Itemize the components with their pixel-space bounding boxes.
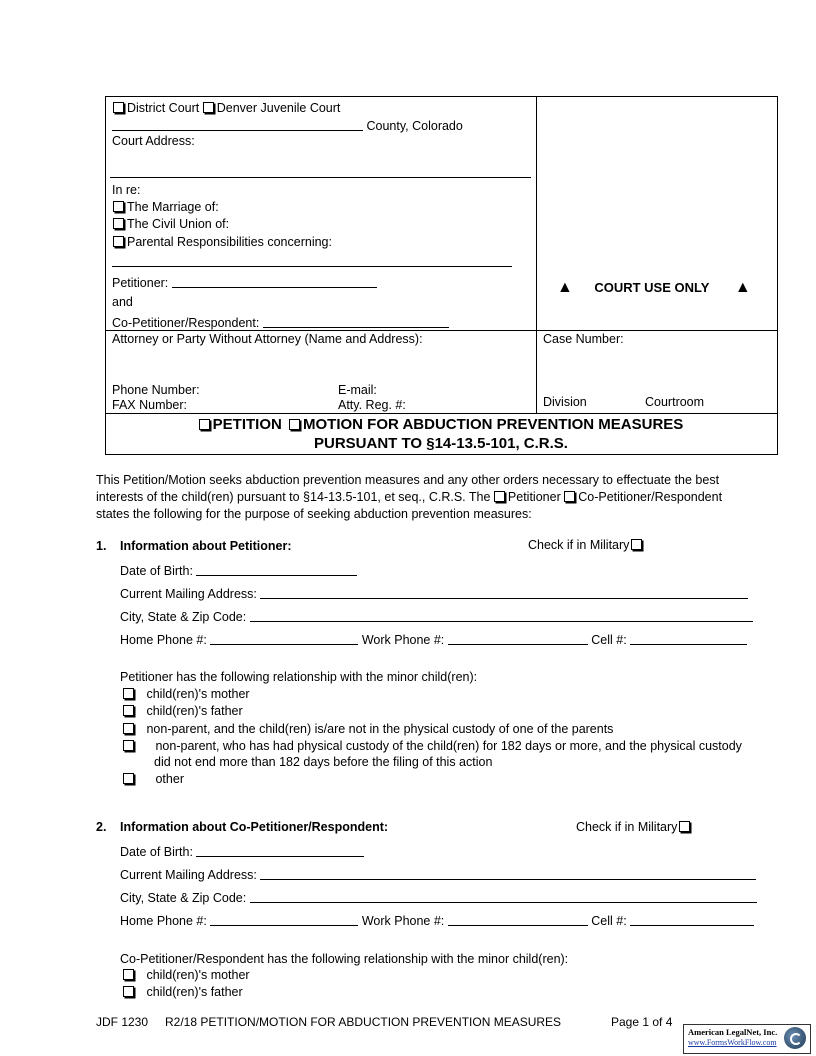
section1-dob bbox=[120, 563, 357, 578]
in-re-label: In re: bbox=[112, 183, 141, 197]
petitioner-line bbox=[112, 275, 377, 290]
s2-father-label: child(ren)'s father bbox=[146, 985, 243, 999]
intro-co-petitioner-checkbox[interactable] bbox=[564, 491, 575, 502]
s1-mother-label: child(ren)'s mother bbox=[146, 687, 250, 701]
section2-phones bbox=[120, 913, 754, 928]
section1-military bbox=[528, 538, 645, 552]
s2-father-checkbox[interactable] bbox=[123, 986, 134, 997]
section1-heading: Information about Petitioner: bbox=[120, 539, 292, 553]
section1-option-other bbox=[123, 772, 184, 786]
s1-nonparent-checkbox[interactable] bbox=[123, 723, 134, 734]
party-names-blank[interactable] bbox=[112, 266, 512, 267]
court-address-blank[interactable] bbox=[110, 177, 531, 178]
section2-military bbox=[576, 820, 693, 834]
intro-line-2-text: interests of the child(ren) pursuant to §14-13.5-101, et seq., C.R.S. The bbox=[96, 490, 491, 504]
footer-page-number: Page 1 of 4 bbox=[611, 1015, 673, 1029]
section1-city-input[interactable] bbox=[250, 609, 753, 622]
atty-reg-label: Atty. Reg. #: bbox=[338, 398, 406, 412]
intro-petitioner-checkbox[interactable] bbox=[494, 491, 505, 502]
intro-line-3: states the following for the purpose of seeking abduction prevention measures: bbox=[96, 507, 532, 521]
petitioner-label: Petitioner: bbox=[112, 276, 169, 290]
section2-home-phone-input[interactable] bbox=[210, 913, 358, 926]
section1-address-label: Current Mailing Address: bbox=[120, 587, 257, 601]
case-type-parental bbox=[113, 235, 332, 249]
parental-label: Parental Responsibilities concerning: bbox=[127, 235, 332, 249]
county-line bbox=[112, 118, 463, 133]
section1-address-input[interactable] bbox=[260, 586, 748, 599]
s1-mother-checkbox[interactable] bbox=[123, 688, 134, 699]
section2-city-label: City, State & Zip Code: bbox=[120, 891, 247, 905]
court-address-label: Court Address: bbox=[112, 134, 195, 148]
s2-mother-checkbox[interactable] bbox=[123, 969, 134, 980]
section2-military-checkbox[interactable] bbox=[679, 821, 690, 832]
section2-work-phone-label: Work Phone #: bbox=[361, 914, 445, 928]
district-court-checkbox[interactable] bbox=[113, 102, 124, 113]
triangle-up-icon: ▲ bbox=[557, 279, 573, 296]
fax-label: FAX Number: bbox=[112, 398, 188, 412]
county-blank[interactable] bbox=[112, 118, 363, 131]
intro-line-1: This Petition/Motion seeks abduction prevention measures and any other orders necessary to effectuate the best bbox=[96, 473, 720, 487]
section2-cell-input[interactable] bbox=[630, 913, 754, 926]
section2-city bbox=[120, 890, 757, 905]
section2-dob-input[interactable] bbox=[196, 844, 364, 857]
denver-juvenile-checkbox[interactable] bbox=[203, 102, 214, 113]
section1-city-label: City, State & Zip Code: bbox=[120, 610, 247, 624]
section2-home-phone-label: Home Phone #: bbox=[120, 914, 207, 928]
section2-cell-label: Cell #: bbox=[591, 914, 627, 928]
document-title bbox=[105, 416, 777, 433]
attorney-label: Attorney or Party Without Attorney (Name and Address): bbox=[112, 332, 423, 346]
logo-seal-icon bbox=[784, 1027, 806, 1049]
section2-number: 2. bbox=[96, 820, 107, 834]
county-label: County, Colorado bbox=[366, 119, 463, 133]
s1-nonparent-label: non-parent, and the child(ren) is/are not in the physical custody of one of the parents bbox=[146, 722, 614, 736]
marriage-checkbox[interactable] bbox=[113, 201, 124, 212]
intro-line-2 bbox=[96, 490, 722, 504]
triangle-up-icon: ▲ bbox=[734, 279, 751, 296]
caption-title-divider bbox=[105, 413, 777, 414]
section2-work-phone-input[interactable] bbox=[448, 913, 588, 926]
court-options bbox=[113, 101, 340, 115]
section1-home-phone-label: Home Phone #: bbox=[120, 633, 207, 647]
section1-cell-input[interactable] bbox=[630, 632, 747, 645]
section2-heading: Information about Co-Petitioner/Respondent: bbox=[120, 820, 389, 834]
section2-dob bbox=[120, 844, 364, 859]
s1-father-label: child(ren)'s father bbox=[146, 704, 243, 718]
section1-work-phone-label: Work Phone #: bbox=[361, 633, 445, 647]
petition-checkbox[interactable] bbox=[199, 419, 210, 430]
section1-military-label: Check if in Military bbox=[528, 538, 630, 552]
civil-union-label: The Civil Union of: bbox=[127, 217, 230, 231]
section1-relationship-label: Petitioner has the following relationship with the minor child(ren): bbox=[120, 670, 478, 684]
s1-nonparent-custody-checkbox[interactable] bbox=[123, 740, 134, 751]
email-label: E-mail: bbox=[338, 383, 377, 397]
caption-divider bbox=[536, 96, 537, 413]
logo-url-link[interactable]: www.FormsWorkFlow.com bbox=[688, 1038, 777, 1047]
section1-option-nonparent bbox=[123, 722, 613, 736]
section2-dob-label: Date of Birth: bbox=[120, 845, 193, 859]
section2-relationship-label: Co-Petitioner/Respondent has the following relationship with the minor child(ren): bbox=[120, 952, 569, 966]
section1-dob-input[interactable] bbox=[196, 563, 357, 576]
section2-military-label: Check if in Military bbox=[576, 820, 678, 834]
section1-city bbox=[120, 609, 753, 624]
section2-address-input[interactable] bbox=[260, 867, 756, 880]
section1-option-mother bbox=[123, 687, 250, 701]
document-subtitle: PURSUANT TO §14-13.5-101, C.R.S. bbox=[314, 435, 568, 452]
courtroom-label: Courtroom bbox=[645, 395, 705, 409]
section2-address bbox=[120, 867, 756, 882]
and-label: and bbox=[112, 295, 133, 309]
intro-petitioner-label: Petitioner bbox=[507, 490, 561, 504]
section2-city-input[interactable] bbox=[250, 890, 757, 903]
case-type-marriage bbox=[113, 200, 219, 214]
s1-nonparent-custody-label: non-parent, who has had physical custody of the child(ren) for 182 days or more, and the physical custody bbox=[155, 739, 742, 753]
s1-other-label: other bbox=[155, 772, 184, 786]
court-use-only bbox=[557, 279, 751, 297]
petition-option-label: PETITION bbox=[212, 416, 282, 433]
section2-address-label: Current Mailing Address: bbox=[120, 868, 257, 882]
section1-military-checkbox[interactable] bbox=[631, 539, 642, 550]
section1-home-phone-input[interactable] bbox=[210, 632, 358, 645]
civil-union-checkbox[interactable] bbox=[113, 218, 124, 229]
division-label: Division bbox=[543, 395, 587, 409]
co-petitioner-label: Co-Petitioner/Respondent: bbox=[112, 316, 260, 330]
petitioner-blank[interactable] bbox=[172, 275, 377, 288]
logo-company-name: American LegalNet, Inc. bbox=[688, 1027, 778, 1037]
section2-option-mother bbox=[123, 968, 250, 982]
s2-mother-label: child(ren)'s mother bbox=[146, 968, 250, 982]
section1-phones bbox=[120, 632, 747, 647]
s1-father-checkbox[interactable] bbox=[123, 705, 134, 716]
section1-work-phone-input[interactable] bbox=[448, 632, 588, 645]
caption-row-divider bbox=[105, 330, 777, 331]
s1-other-checkbox[interactable] bbox=[123, 773, 134, 784]
section1-number: 1. bbox=[96, 539, 107, 553]
s1-nonparent-custody-cont: did not end more than 182 days before the filing of this action bbox=[154, 755, 493, 769]
section1-option-nonparent-custody bbox=[123, 739, 742, 753]
parental-checkbox[interactable] bbox=[113, 236, 124, 247]
section1-option-father bbox=[123, 704, 243, 718]
motion-checkbox[interactable] bbox=[289, 419, 300, 430]
footer-revision-title: R2/18 PETITION/MOTION FOR ABDUCTION PREVENTION MEASURES bbox=[165, 1015, 562, 1029]
section1-cell-label: Cell #: bbox=[591, 633, 627, 647]
co-petitioner-blank[interactable] bbox=[263, 315, 449, 328]
marriage-label: The Marriage of: bbox=[127, 200, 219, 214]
denver-juvenile-label: Denver Juvenile Court bbox=[216, 101, 341, 115]
case-number-label: Case Number: bbox=[543, 332, 624, 346]
section2-option-father bbox=[123, 985, 243, 999]
intro-co-petitioner-label: Co-Petitioner/Respondent bbox=[578, 490, 723, 504]
district-court-label: District Court bbox=[127, 101, 200, 115]
motion-option-label: MOTION FOR ABDUCTION PREVENTION MEASURES bbox=[303, 416, 684, 433]
american-legalnet-logo bbox=[683, 1024, 811, 1054]
case-type-civil-union bbox=[113, 217, 229, 231]
section1-address bbox=[120, 586, 748, 601]
section1-dob-label: Date of Birth: bbox=[120, 564, 193, 578]
co-petitioner-line bbox=[112, 315, 449, 330]
footer-form-id: JDF 1230 bbox=[96, 1015, 149, 1029]
court-use-only-label: COURT USE ONLY bbox=[594, 280, 710, 295]
phone-label: Phone Number: bbox=[112, 383, 200, 397]
